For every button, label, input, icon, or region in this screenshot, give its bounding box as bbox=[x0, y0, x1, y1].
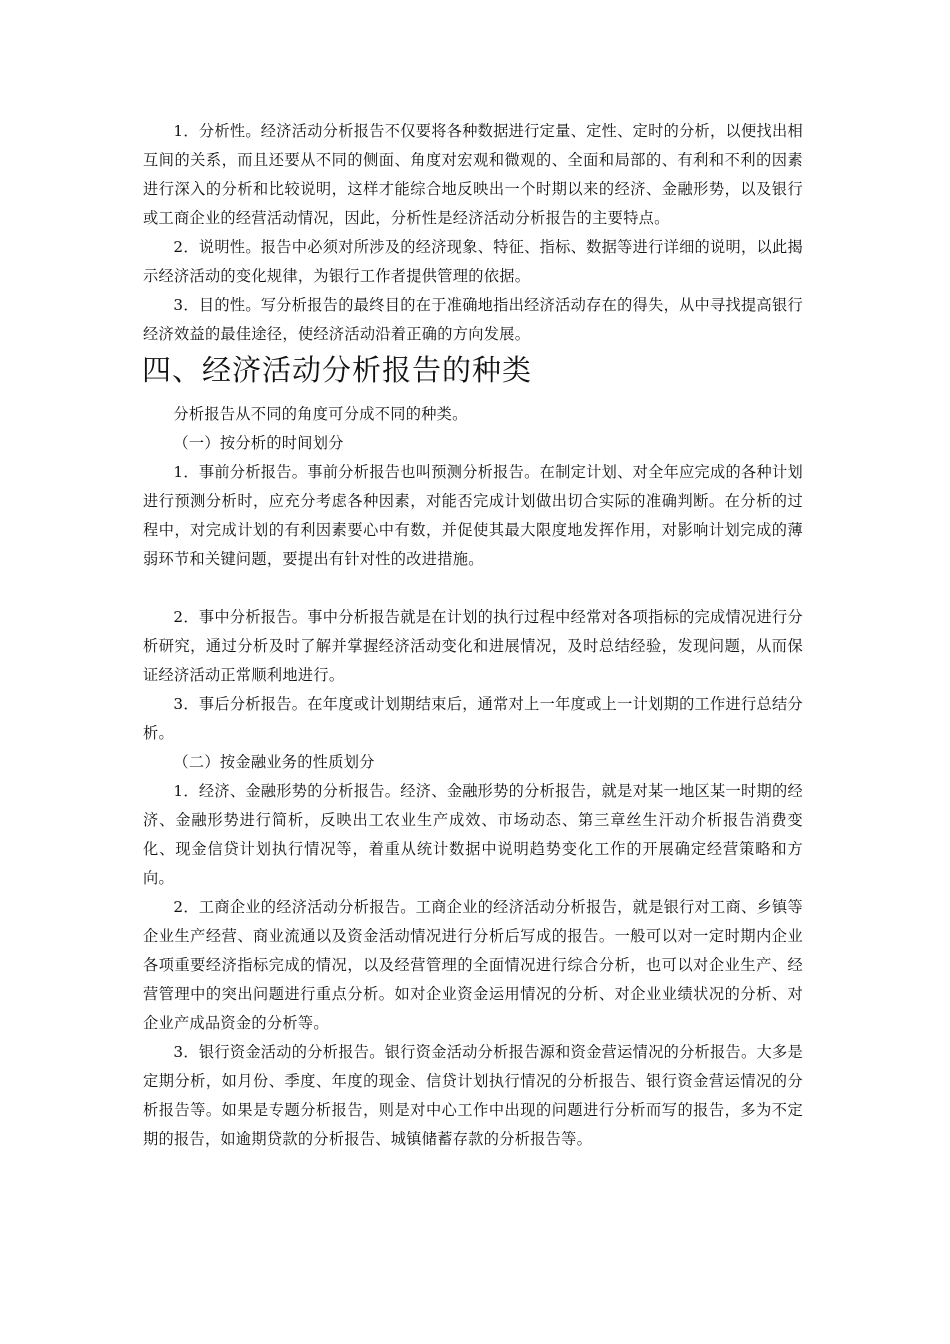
bank-fund-analysis-paragraph: 3．银行资金活动的分析报告。银行资金活动分析报告源和资金营运情况的分析报告。大多是定期分析，如月份、季度、年度的现金、信贷计划执行情况的分析报告、银行资金营运情况的分析报告等。如果是专题分析报告，则是对中心工作中出现的问题进行分析而写的报告，多为不定期的报告，如逾期贷款的分析报告、城镇储蓄存款的分析报告等。 bbox=[143, 1043, 803, 1148]
enterprise-analysis-paragraph: 2．工商企业的经济活动分析报告。工商企业的经济活动分析报告，就是银行对工商、乡镇等企业生产经营、商业流通以及资金活动情况进行分析后写成的报告。一般可以对一定时期内企业各项重要经济指标完成的情况，以及经营管理的全面情况进行综合分析，也可以对企业生产、经营管理中的突出问题进行重点分析。如对企业资金运用情况的分析、对企业业绩状况的分析、对企业产成品资金的分析等。 bbox=[143, 898, 803, 1032]
economic-situation-paragraph: 1．经济、金融形势的分析报告。经济、金融形势的分析报告，就是对某一地区某一时期的经济、金融形势进行简析，反映出工农业生产成效、市场动态、第三章丝生汗动介析报告消费变化、现金信贷计划执行情况等，着重从统计数据中说明趋势变化工作的开展确定经营策略和方向。 bbox=[143, 782, 803, 887]
subsection-heading-by-time: （一）按分析的时间划分 bbox=[173, 434, 344, 452]
section-intro-paragraph: 分析报告从不同的角度可分成不同的种类。 bbox=[173, 405, 468, 423]
feature-purpose-paragraph: 3．目的性。写分析报告的最终目的在于准确地指出经济活动存在的得失，从中寻找提高银行经济效益的最佳途径，使经济活动沿着正确的方向发展。 bbox=[143, 296, 803, 343]
document-body bbox=[143, 117, 803, 1154]
section-heading: 四、经济活动分析报告的种类 bbox=[142, 353, 533, 387]
feature-analytical-paragraph: 1．分析性。经济活动分析报告不仅要将各种数据进行定量、定性、定时的分析，以便找出相互间的关系，而且还要从不同的侧面、角度对宏观和微观的、全面和局部的、有利和不利的因素进行深入的分析和比较说明，这样才能综合地反映出一个时期以来的经济、金融形势，以及银行或工商企业的经营活动情况，因此，分析性是经济活动分析报告的主要特点。 bbox=[143, 122, 803, 227]
pre-analysis-paragraph: 1．事前分析报告。事前分析报告也叫预测分析报告。在制定计划、对全年应完成的各种计划进行预测分析时，应充分考虑各种因素，对能否完成计划做出切合实际的准确判断。在分析的过程中，对完成计划的有利因素要心中有数，并促使其最大限度地发挥作用，对影响计划完成的薄弱环节和关键问题，要提出有针对性的改进措施。 bbox=[143, 463, 803, 568]
feature-explanatory-paragraph: 2．说明性。报告中必须对所涉及的经济现象、特征、指标、数据等进行详细的说明，以此揭示经济活动的变化规律，为银行工作者提供管理的依据。 bbox=[143, 238, 803, 285]
subsection-heading-by-nature: （二）按金融业务的性质划分 bbox=[173, 753, 375, 771]
post-analysis-paragraph: 3．事后分析报告。在年度或计划期结束后，通常对上一年度或上一计划期的工作进行总结分析。 bbox=[143, 695, 803, 742]
mid-analysis-paragraph: 2．事中分析报告。事中分析报告就是在计划的执行过程中经常对各项指标的完成情况进行分析研究，通过分析及时了解并掌握经济活动变化和进展情况，及时总结经验，发现问题，从而保证经济活动正常顺利地进行。 bbox=[143, 608, 803, 684]
